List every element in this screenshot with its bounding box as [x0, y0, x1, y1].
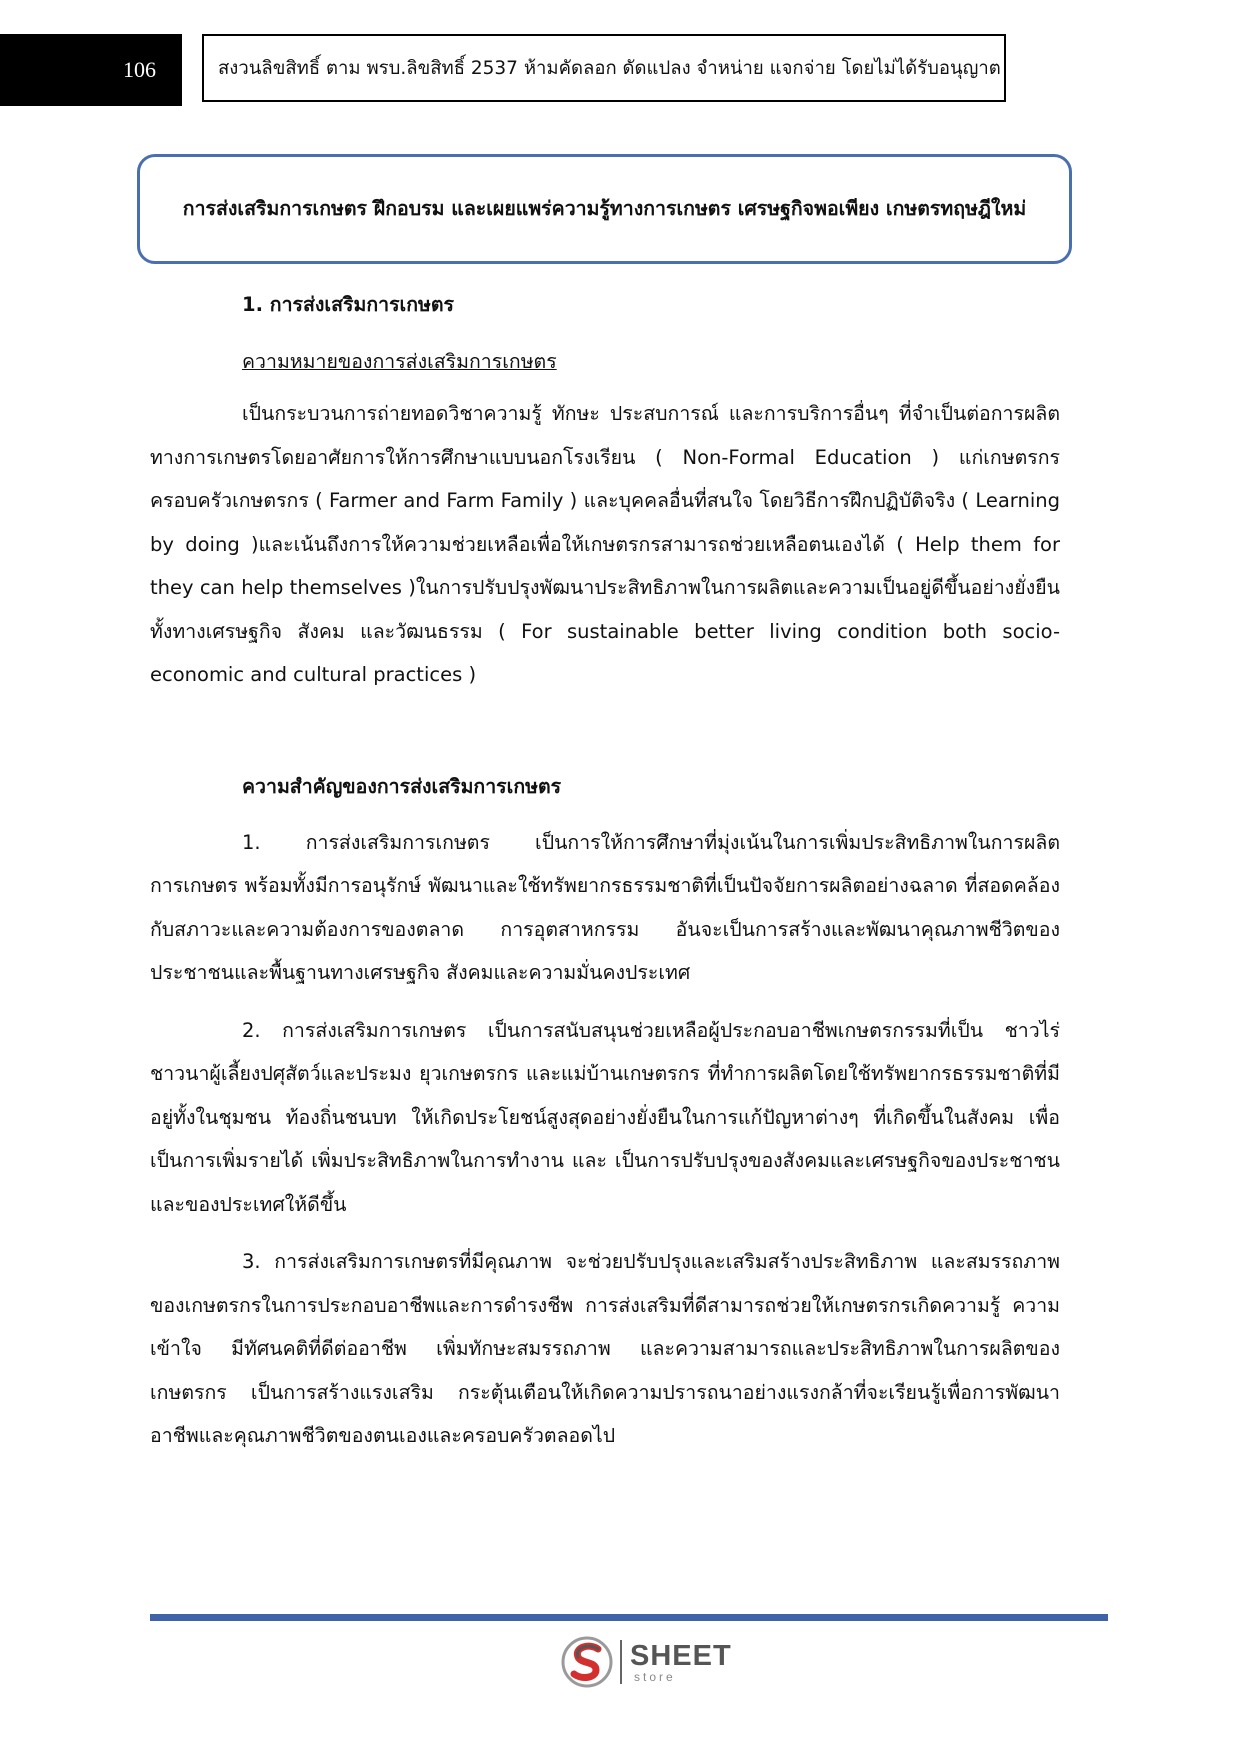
- sheet-store-logo: [560, 1634, 732, 1690]
- logo-text: [630, 1639, 732, 1684]
- footer-rule: [150, 1614, 1108, 1621]
- importance-item-3: 3. การส่งเสริมการเกษตรที่มีคุณภาพ จะช่วยปรับปรุงและเสริมสร้างประสิทธิภาพ และสมรรถภาพของเกษตรกรในการประกอบอาชีพและการดำรงชีพ การส่งเสริมที่ดีสามารถช่วยให้เกษตรกรเกิดความรู้ ความเข้าใจ มีทัศนคติที่ดีต่ออาชีพ เพิ่มทักษะสมรรถภาพ และความสามารถและประสิทธิภาพในการผลิตของเกษตรกร เป็นการสร้างแรงเสริม กระตุ้นเตือนให้เกิดความปรารถนาอย่างแรงกล้าที่จะเรียนรู้เพื่อการพัฒนาอาชีพและคุณภาพชีวิตของตนเองและครอบครัวตลอดไป: [150, 1250, 1060, 1447]
- definition-paragraph: เป็นกระบวนการถ่ายทอดวิชาความรู้ ทักษะ ประสบการณ์ และการบริการอื่นๆ ที่จำเป็นต่อการผลิตทางการเกษตรโดยอาศัยการให้การศึกษาแบบนอกโรงเรียน ( Non-Formal Education ) แก่เกษตรกร ครอบครัวเกษตรกร ( Farmer and Farm Family ) และบุคคลอื่นที่สนใจ โดยวิธีการฝึกปฏิบัติจริง ( Learning by doing )และเน้นถึงการให้ความช่วยเหลือเพื่อให้เกษตรกรสามารถช่วยเหลือตนเองได้ ( Help them for they can help themselves )ในการปรับปรุงพัฒนาประสิทธิภาพในการผลิตและความเป็นอยู่ดีขึ้นอย่างยั่งยืน ทั้งทางเศรษฐกิจ สังคม และวัฒนธรรม ( For sustainable better living condition both socio-economic and cultural practices ): [150, 402, 1060, 686]
- importance-heading: ความสำคัญของการส่งเสริมการเกษตร: [242, 774, 562, 798]
- logo-main-text: SHEET: [630, 1639, 732, 1672]
- chapter-title: การส่งเสริมการเกษตร ฝึกอบรม และเผยแพร่ความรู้ทางการเกษตร เศรษฐกิจพอเพียง เกษตรทฤษฎีใหม่: [182, 197, 1027, 220]
- definition-subheading: ความหมายของการส่งเสริมการเกษตร: [242, 350, 557, 373]
- importance-item-1: 1. การส่งเสริมการเกษตร เป็นการให้การศึกษาที่มุ่งเน้นในการเพิ่มประสิทธิภาพในการผลิตการเกษตร พร้อมทั้งมีการอนุรักษ์ พัฒนาและใช้ทรัพยากรธรรมชาติที่เป็นปัจจัยการผลิตอย่างฉลาด ที่สอดคล้องกับสภาวะและความต้องการของตลาด การอุตสาหกรรม อันจะเป็นการสร้างและพัฒนาคุณภาพชีวิตของประชาชนและพื้นฐานทางเศรษฐกิจ สังคมและความมั่นคงประเทศ: [150, 830, 1060, 984]
- copyright-notice: สงวนลิขสิทธิ์ ตาม พรบ.ลิขสิทธิ์ 2537 ห้ามคัดลอก ดัดแปลง จำหน่าย แจกจ่าย โดยไม่ได้รับอนุญาต: [202, 34, 1006, 102]
- sheet-store-logo-icon: [560, 1635, 614, 1689]
- importance-item-2: 2. การส่งเสริมการเกษตร เป็นการสนับสนุนช่วยเหลือผู้ประกอบอาชีพเกษตรกรรมที่เป็น ชาวไร่ ชาวนาผู้เลี้ยงปศุสัตว์และประมง ยุวเกษตรกร และแม่บ้านเกษตรกร ที่ทำการผลิตโดยใช้ทรัพยากรธรรมชาติที่มีอยู่ทั้งในชุมชน ท้องถิ่นชนบท ให้เกิดประโยชน์สูงสุดอย่างยั่งยืนในการแก้ปัญหาต่างๆ ที่เกิดขึ้นในสังคม เพื่อเป็นการเพิ่มรายได้ เพิ่มประสิทธิภาพในการทำงาน และ เป็นการปรับปรุงของสังคมและเศรษฐกิจของประชาชนและของประเทศให้ดีขึ้น: [150, 1018, 1060, 1216]
- chapter-title-box: [137, 154, 1072, 264]
- logo-sub-text: store: [634, 1669, 676, 1684]
- section-heading: 1. การส่งเสริมการเกษตร: [242, 293, 455, 316]
- page-number: 106: [0, 34, 182, 106]
- logo-divider: [620, 1640, 622, 1684]
- main-content: [150, 285, 1060, 1458]
